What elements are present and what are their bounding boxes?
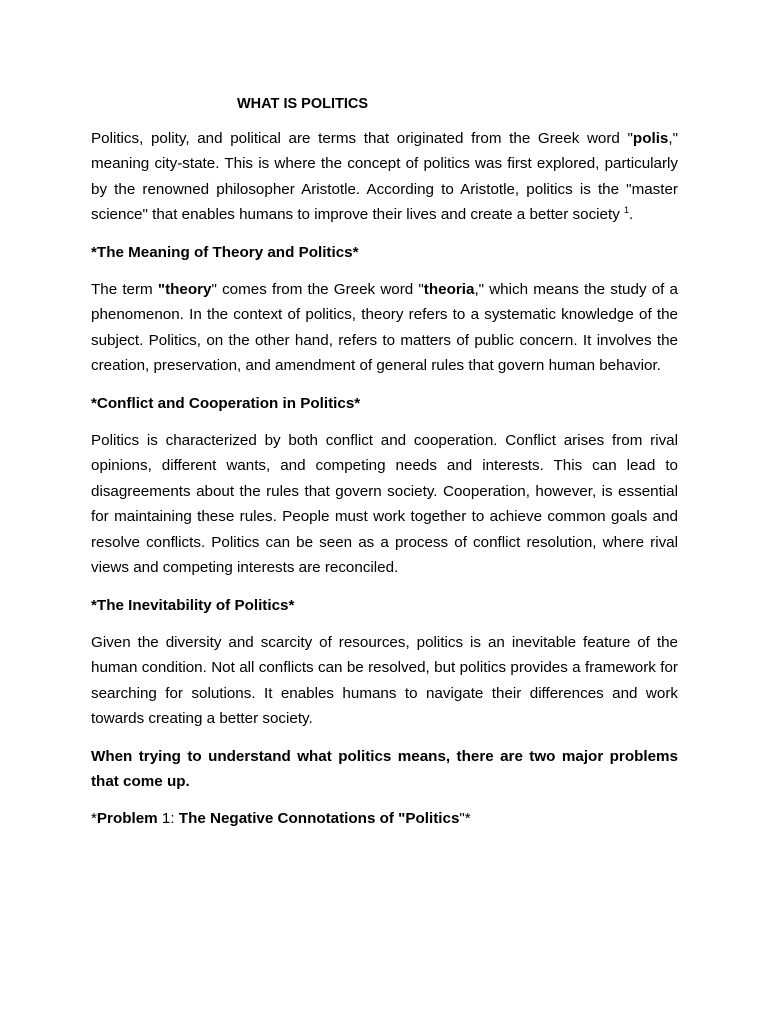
section-heading-conflict: *Conflict and Cooperation in Politics* bbox=[91, 394, 361, 412]
problem-1-heading bbox=[91, 806, 678, 831]
problem-1-prefix: * bbox=[91, 810, 97, 828]
footnote-marker[interactable]: 1 bbox=[624, 205, 630, 216]
theory-paragraph bbox=[91, 277, 678, 379]
problem-1-suffix: "* bbox=[459, 810, 471, 828]
intro-bold-polis: polis bbox=[632, 130, 669, 147]
theory-text-2: " comes from the Greek word " bbox=[211, 281, 424, 299]
document-page bbox=[91, 92, 678, 832]
intro-text-2: ," meaning city-state. This is where the concept of politics was first explored, particularly by the renowned philosopher Aristotle. According to Aristotle, politics is the "master science" that enables humans to improve their lives and create a better society bbox=[91, 130, 678, 224]
intro-text-3: . bbox=[629, 206, 634, 224]
problems-intro: When trying to understand what politics means, there are two major problems that come up. bbox=[91, 747, 678, 790]
section-heading-inevitability: *The Inevitability of Politics* bbox=[91, 596, 295, 614]
problem-1-number: 1: bbox=[157, 810, 179, 828]
inevitability-paragraph: Given the diversity and scarcity of resources, politics is an inevitable feature of the human condition. Not all conflicts can be resolved, but politics provides a framework for searching for solutions. It enables humans to navigate their differences and work towards creating a better society. bbox=[91, 633, 678, 728]
problem-1-label: Problem bbox=[96, 810, 158, 828]
section-heading-theory: *The Meaning of Theory and Politics* bbox=[91, 243, 359, 261]
conflict-paragraph: Politics is characterized by both conflict and cooperation. Conflict arises from rival opinions, different wants, and competing needs and interests. This can lead to disagreements about the rules that govern society. Cooperation, however, is essential for maintaining these rules. People must work together to achieve common goals and resolve conflicts. Politics can be seen as a process of conflict resolution, where rival views and competing interests are reconciled. bbox=[91, 432, 678, 577]
intro-paragraph bbox=[91, 126, 678, 228]
problem-1-title: The Negative Connotations of "Politics bbox=[178, 810, 460, 828]
theory-text-1: The term bbox=[91, 281, 158, 299]
document-title: WHAT IS POLITICS bbox=[237, 96, 369, 112]
intro-text-1: Politics, polity, and political are terms that originated from the Greek word " bbox=[91, 130, 633, 147]
theory-bold-theoria: theoria bbox=[423, 281, 475, 299]
theory-bold-theory: "theory bbox=[157, 281, 212, 299]
theory-text-3: ," which means the study of a phenomenon. In the context of politics, theory refers to a systematic knowledge of the subject. Politics, on the other hand, refers to matters of public concern. It involves the creation, preservation, and amendment of general rules that govern human behavior. bbox=[91, 281, 678, 375]
